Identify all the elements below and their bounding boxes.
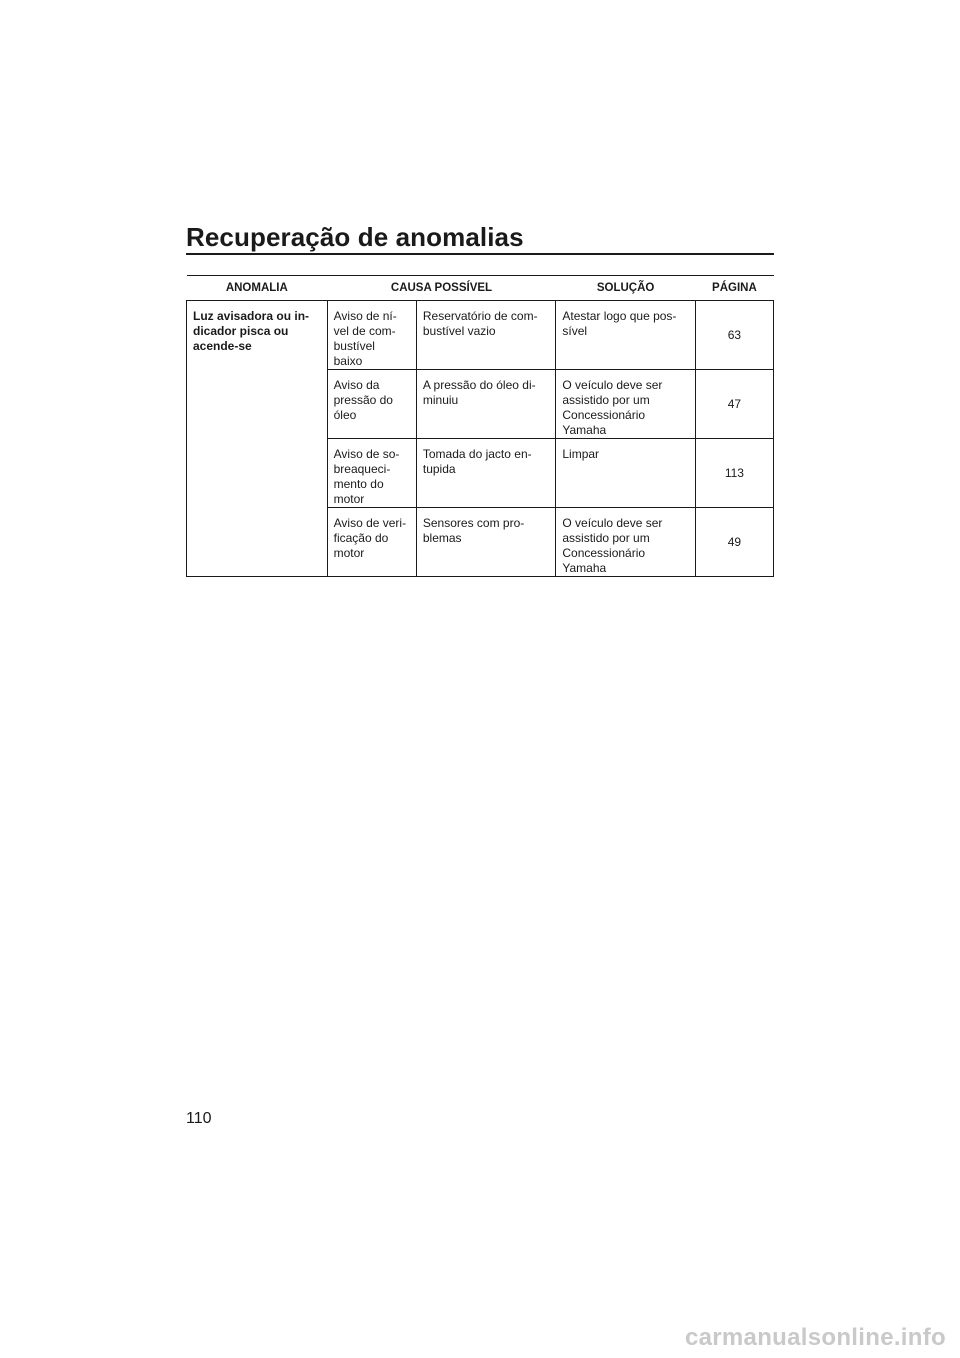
solution-line: O veículo deve ser <box>562 378 663 392</box>
anomaly-line: acende-se <box>193 339 252 353</box>
anomaly-line: dicador pisca ou <box>193 324 289 338</box>
solution-line: sível <box>562 324 588 338</box>
page-number: 110 <box>186 1110 212 1127</box>
page-title: Recuperação de anomalias <box>186 222 524 252</box>
cause-line: A pressão do óleo di- <box>422 378 536 392</box>
solution-line: assistido por um <box>562 531 650 545</box>
header-anomaly: ANOMALIA <box>187 276 328 301</box>
page-ref-cell: 47 <box>695 370 773 439</box>
warning-line: breaqueci- <box>333 462 391 476</box>
warning-line: motor <box>333 492 365 506</box>
solution-cell <box>556 370 695 439</box>
warning-cell <box>327 508 416 577</box>
cause-cell <box>416 439 555 508</box>
cause-cell <box>416 508 555 577</box>
solution-cell <box>556 301 695 370</box>
solution-line: Concessionário <box>562 546 646 560</box>
solution-line: O veículo deve ser <box>562 516 663 530</box>
warning-cell <box>327 301 416 370</box>
cause-line: minuiu <box>422 393 459 407</box>
solution-line: Yamaha <box>562 561 607 575</box>
warning-line: baixo <box>333 354 363 368</box>
warning-line: motor <box>333 546 365 560</box>
warning-line: vel de com- <box>333 324 396 338</box>
warning-line: Aviso de veri- <box>333 516 407 530</box>
warning-line: óleo <box>333 408 357 422</box>
page-ref-cell: 113 <box>695 439 773 508</box>
header-cause: CAUSA POSSÍVEL <box>327 276 556 301</box>
warning-line: pressão do <box>333 393 393 407</box>
solution-cell <box>556 439 695 508</box>
troubleshooting-table <box>186 275 774 577</box>
table-row <box>187 301 774 370</box>
cause-line: bustível vazio <box>422 324 496 338</box>
warning-cell <box>327 370 416 439</box>
solution-line: Atestar logo que pos- <box>562 309 677 323</box>
warning-line: Aviso da <box>333 378 380 392</box>
cause-line: Reservatório de com- <box>422 309 538 323</box>
cause-line: blemas <box>422 531 462 545</box>
cause-cell <box>416 370 555 439</box>
solution-line: Concessionário <box>562 408 646 422</box>
table-header-row <box>187 276 774 301</box>
anomaly-line: Luz avisadora ou in- <box>193 309 310 323</box>
solution-line: assistido por um <box>562 393 650 407</box>
solution-line: Yamaha <box>562 423 607 437</box>
cause-line: Tomada do jacto en- <box>422 447 532 461</box>
page-ref-cell: 49 <box>695 508 773 577</box>
title-rule <box>186 253 774 255</box>
solution-cell <box>556 508 695 577</box>
warning-line: Aviso de ní- <box>333 309 397 323</box>
watermark: carmanualsonline.info <box>684 1324 946 1351</box>
cause-line: Sensores com pro- <box>422 516 525 530</box>
solution-line: Limpar <box>562 447 600 461</box>
warning-line: Aviso de so- <box>333 447 400 461</box>
header-solution: SOLUÇÃO <box>556 276 695 301</box>
cause-line: tupida <box>422 462 456 476</box>
warning-line: bustível <box>333 339 375 353</box>
anomaly-cell <box>187 301 328 577</box>
header-page: PÁGINA <box>695 276 773 301</box>
cause-cell <box>416 301 555 370</box>
page-ref-cell: 63 <box>695 301 773 370</box>
warning-cell <box>327 439 416 508</box>
warning-line: ficação do <box>333 531 389 545</box>
warning-line: mento do <box>333 477 384 491</box>
